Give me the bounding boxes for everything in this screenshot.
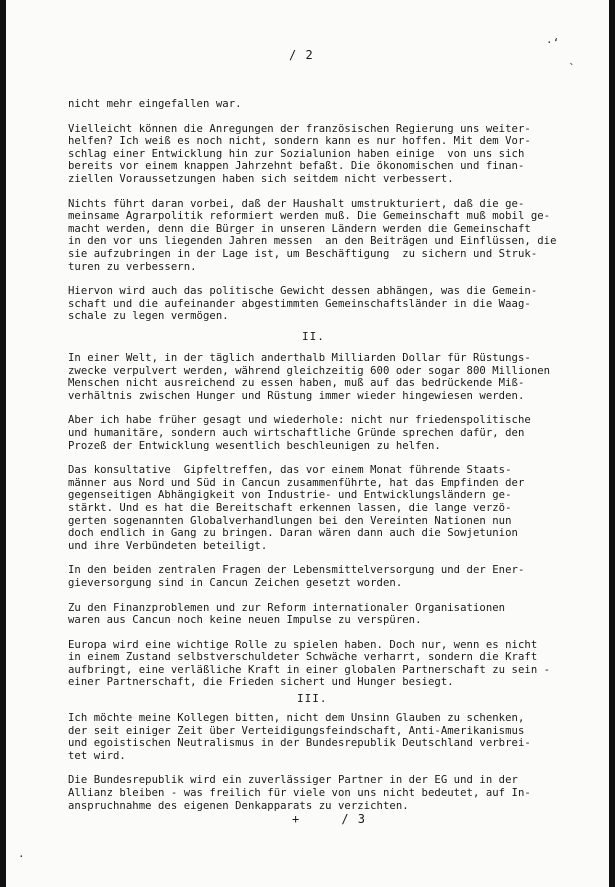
text-line: meinsame Agrarpolitik reformiert werden muß. Die Gemeinschaft muß mobil ge- [68,210,551,223]
text-line: und humanitäre, sondern auch wirtschaftliche Gründe sprechen dafür, den [68,426,525,439]
scan-speck: ˎ [568,52,575,65]
paragraph [68,98,608,111]
text-line: Aber ich habe früher gesagt und wiederhole: nicht nur friedenspolitische [68,414,531,427]
text-line: bereits vor einem knappen Jahrzehnt befaßt. Die ökonomischen und finan- [68,160,525,173]
text-line: aufbringt, eine verläßliche Kraft in einer globalen Partnerschaft zu sein - [68,663,551,676]
paragraph [68,198,608,274]
text-line: In den beiden zentralen Fragen der Lebensmittelversorgung und der Ener- [68,564,525,577]
paragraph [68,123,608,186]
scan-speck: ·‘ [546,36,560,49]
text-line: Europa wird eine wichtige Rolle zu spielen haben. Doch nur, wenn es nicht [68,638,538,651]
text-line: nicht mehr eingefallen war. [68,98,242,110]
text-line: Die Bundesrepublik wird ein zuverlässiger Partner in der EG und in der [68,774,518,787]
paragraph [68,602,608,627]
text-line: macht werden, denn die Bürger in unseren Ländern werden die Gemeinschaft [68,222,531,235]
text-line: ziellen Voraussetzungen haben sich seitdem nicht verbessert. [68,172,454,185]
text-line: Menschen nicht ausreichend zu essen haben, muß auf das bedrückende Miß- [68,377,525,390]
text-line: sie aufzubringen in der Lage ist, um Beschäftigung zu sichern und Struk- [68,247,538,260]
paragraph [68,774,608,812]
text-line: schlag einer Entwicklung hin zur Sozialunion haben einige von uns sich [68,147,525,160]
text-line: doch endlich in Gang zu bringen. Daran wären dann auch die Sowjetunion [68,527,518,540]
text-line: und egoistischen Neutralismus in der Bundesrepublik Deutschland verbrei- [68,737,531,750]
section-heading: III. [297,692,328,705]
text-line: schaft und die aufeinander abgestimmten Gemeinschaftsländer in die Waag- [68,297,531,310]
paragraph [68,564,608,589]
text-line: Vielleicht können die Anregungen der französischen Regierung uns weiter- [68,122,531,135]
text-line: verhältnis zwischen Hunger und Rüstung immer wieder hingewiesen werden. [68,389,525,402]
text-line: der seit einiger Zeit über Verteidigungsfeindschaft, Anti-Amerikanismus [68,724,525,737]
scan-speck: · [18,850,25,863]
text-line: in einem Zustand selbstverschuldeter Schwäche verharrt, sondern die Kraft [68,651,538,664]
text-line: gegenseitigen Abhängigkeit von Industrie- und Entwicklungsländern ge- [68,489,512,502]
text-line: gerten sogenannten Globalverhandlungen bei den Vereinten Nationen nun [68,514,512,527]
section-1 [68,98,608,323]
paragraph [68,352,608,402]
section-heading: II. [302,330,325,343]
text-line: anspruchnahme des eigenen Denkapparats zu verzichten. [68,799,409,812]
paragraph [68,285,608,323]
text-line: in den vor uns liegenden Jahren messen an den Beiträgen und Einflüssen, die [68,235,557,248]
text-line: Nichts führt daran vorbei, daß der Haushalt umstrukturiert, daß die ge- [68,197,525,210]
text-line: waren aus Cancun noch keine neuen Impulse zu verspüren. [68,614,422,627]
text-line: Hiervon wird auch das politische Gewicht dessen abhängen, was die Gemein- [68,285,538,298]
text-line: männer aus Nord und Süd in Cancun zusammenführte, hat das Empfinden der [68,476,525,489]
text-line: schale zu legen vermögen. [68,310,229,323]
paragraph [68,414,608,452]
section-2 [68,352,608,689]
text-line: Zu den Finanzproblemen und zur Reform internationaler Organisationen [68,601,506,614]
text-line: zwecke verpulvert werden, während gleichzeitig 600 oder sogar 800 Millionen [68,364,551,377]
text-line: Das konsultative Gipfeltreffen, das vor einem Monat führende Staats- [68,464,512,477]
text-line: stärkt. Und es hat die Bereitschaft erkennen lassen, die lange verzö- [68,501,512,514]
text-line: und ihre Verbündeten beteiligt. [68,539,268,552]
text-line: tet wird. [68,749,126,762]
text-line: Ich möchte meine Kollegen bitten, nicht dem Unsinn Glauben zu schenken, [68,712,525,724]
next-page-marker: + / 3 [292,812,367,826]
text-line: Prozeß der Entwicklung wesentlich beschleunigen zu helfen. [68,439,441,452]
page-number: / 2 [289,48,314,62]
text-line: Allianz bleiben - was freilich für viele von uns nicht bedeutet, auf In- [68,786,531,799]
section-3 [68,712,608,812]
text-line: In einer Welt, in der täglich anderthalb Milliarden Dollar für Rüstungs- [68,352,531,364]
text-line: helfen? Ich weiß es noch nicht, sondern kann es nur hoffen. Mit dem Vor- [68,135,531,148]
paragraph [68,464,608,552]
text-line: einer Partnerschaft, die Frieden sichert und Hunger besiegt. [68,676,454,689]
paragraph [68,712,608,762]
paragraph [68,639,608,689]
text-line: gieversorgung sind in Cancun Zeichen gesetzt worden. [68,576,403,589]
text-line: turen zu verbessern. [68,260,197,273]
